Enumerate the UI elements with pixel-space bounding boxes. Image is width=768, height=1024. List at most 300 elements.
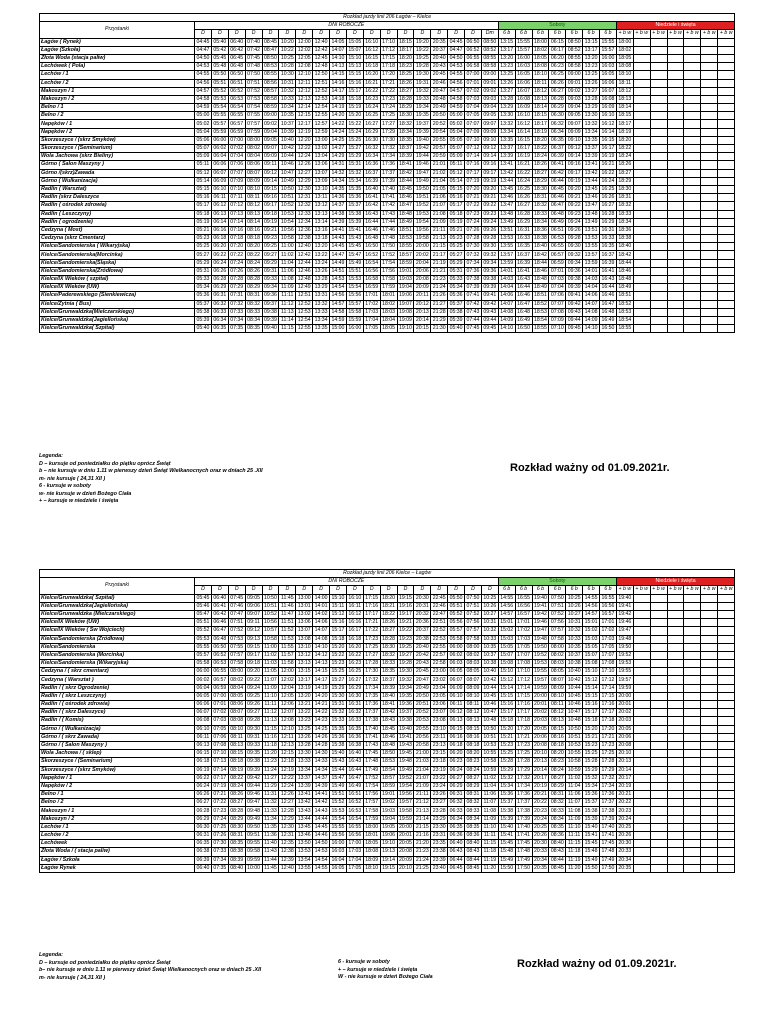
departure-time: 14:37 (331, 202, 345, 209)
departure-time: 20:37 (432, 46, 446, 53)
departure-time: 15:16 (500, 701, 514, 708)
stop-name: Kielce/Sandomierska (Morcinka) (40, 651, 195, 659)
departure-time: 18:29 (533, 177, 547, 184)
departure-time: 20:02 (415, 251, 429, 258)
departure-time: 05:27 (196, 251, 210, 258)
departure-time: 20:17 (533, 774, 547, 781)
departure-time (667, 668, 684, 676)
departure-time: 10:33 (567, 635, 581, 642)
departure-time: 18:40 (533, 243, 547, 250)
timetable-row (40, 71, 735, 79)
departure-time: 20:30 (415, 594, 429, 601)
departure-time: 08:05 (466, 668, 480, 675)
departure-time: 15:53 (331, 807, 345, 814)
departure-time: 10:49 (280, 177, 294, 184)
departure-time: 04:45 (449, 38, 463, 45)
departure-time: 20:53 (415, 717, 429, 724)
departure-time: 15:45 (348, 243, 362, 250)
departure-time: 15:37 (584, 799, 598, 806)
departure-time (701, 112, 718, 120)
departure-time: 18:30 (618, 186, 632, 193)
departure-time: 11:45 (262, 864, 279, 872)
departure-time: 18:25 (398, 71, 412, 78)
departure-time: 15:29 (348, 153, 362, 160)
departure-time: 14:56 (331, 292, 345, 299)
departure-time: 13:43 (297, 807, 311, 814)
departure-time: 07:12 (230, 202, 244, 209)
departure-time: 05:16 (196, 194, 210, 201)
weekday-code: D (195, 30, 212, 38)
departure-time: 05:46 (196, 602, 210, 609)
departure-time: 16:50 (517, 325, 531, 332)
departure-time: 11:00 (279, 243, 296, 251)
departure-time: 09:09 (483, 128, 497, 135)
departure-time: 06:47 (213, 627, 227, 634)
departure-time: 16:23 (365, 95, 379, 102)
departure-time: 15:32 (348, 169, 362, 176)
departure-time (701, 194, 718, 202)
departure-time: 09:41 (567, 292, 581, 299)
departure-time: 19:56 (398, 791, 412, 798)
departure-time: 09:38 (483, 276, 497, 283)
departure-time: 08:35 (550, 823, 564, 830)
departure-time: 06:05 (196, 692, 210, 699)
departure-time: 16:43 (348, 758, 362, 765)
departure-time: 08:29 (550, 782, 564, 789)
departure-time: 08:56 (263, 79, 277, 86)
departure-time: 17:50 (601, 864, 615, 871)
departure-time: 17:40 (517, 823, 531, 830)
stop-name: Łagów Rynek (40, 864, 195, 872)
departure-time: 20:25 (618, 823, 632, 830)
departure-time (667, 709, 684, 717)
departure-time: 15:14 (584, 684, 598, 691)
departure-time: 13:55 (500, 243, 514, 250)
departure-time (684, 145, 701, 153)
departure-time: 09:20 (247, 668, 261, 675)
departure-time: 16:27 (348, 676, 362, 683)
departure-time (718, 104, 735, 112)
departure-time (684, 766, 701, 774)
departure-time (684, 594, 701, 602)
departure-time: 20:13 (533, 758, 547, 765)
timetable-row (40, 725, 735, 733)
departure-time: 15:50 (500, 864, 514, 871)
departure-time: 15:18 (348, 95, 362, 102)
departure-time: 16:35 (517, 243, 531, 250)
departure-time: 17:21 (601, 733, 615, 740)
departure-time: 07:48 (247, 63, 261, 70)
departure-time: 11:11 (481, 832, 498, 840)
departure-time: 10:32 (483, 627, 497, 634)
departure-time: 17:29 (601, 766, 615, 773)
departure-time: 06:26 (196, 791, 210, 798)
departure-time (667, 660, 684, 668)
departure-time: 12:22 (297, 145, 311, 152)
timetable-row (40, 717, 735, 725)
departure-time: 18:05 (382, 325, 396, 332)
departure-time (684, 308, 701, 316)
departure-time: 23:35 (432, 840, 446, 847)
departure-time (667, 651, 684, 659)
departure-time (684, 292, 701, 300)
departure-time: 06:15 (196, 750, 210, 757)
departure-time: 17:41 (382, 194, 396, 201)
departure-time: 19:47 (618, 627, 632, 634)
departure-time (718, 791, 735, 799)
departure-time: 15:37 (348, 202, 362, 209)
departure-time: 07:21 (213, 791, 227, 798)
weekday-code: D (380, 30, 397, 38)
departure-time: 16:03 (601, 63, 615, 70)
departure-time (650, 791, 667, 799)
departure-time (650, 79, 667, 87)
departure-time: 06:48 (550, 210, 564, 217)
departure-time: 13:06 (297, 619, 311, 626)
saturday-header: Soboty (498, 578, 616, 586)
departure-time: 16:22 (365, 87, 379, 94)
departure-time: 05:14 (196, 177, 210, 184)
departure-time: 09:38 (263, 308, 277, 315)
departure-time: 05:57 (213, 120, 227, 127)
departure-time: 18:44 (398, 177, 412, 184)
departure-time: 21:06 (432, 194, 446, 201)
departure-time: 23:40 (432, 864, 446, 871)
departure-time: 06:30 (196, 823, 210, 830)
departure-time (650, 161, 667, 169)
departure-time (667, 177, 684, 185)
departure-time (667, 823, 684, 831)
departure-time: 17:01 (365, 292, 379, 299)
departure-time: 09:28 (247, 717, 261, 724)
departure-time (718, 210, 735, 218)
departure-time: 20:50 (432, 112, 446, 119)
departure-time (667, 692, 684, 700)
departure-time: 09:24 (483, 218, 497, 225)
departure-time: 19:40 (415, 136, 429, 143)
departure-time: 07:33 (230, 308, 244, 315)
legend-line: w- nie kursuje w dzień Bożego Ciała (39, 490, 132, 497)
departure-time: 06:31 (196, 832, 210, 839)
departure-time: 18:27 (382, 627, 396, 634)
legend-line: b– nie kursuje w dniu 1.11 w pierwszy dzień Świąt Wielkanocnych oraz w dniach 25 .XII (39, 967, 262, 973)
departure-time (650, 815, 667, 823)
departure-time: 19:50 (415, 186, 429, 193)
departure-time: 16:08 (517, 95, 531, 102)
weekday-code: D (211, 30, 228, 38)
stop-name: Kielce/Grunwaldzka(Jagiellońska) (40, 316, 195, 324)
departure-time (633, 864, 650, 872)
departure-time: 16:49 (601, 317, 615, 324)
departure-time: 06:20 (550, 55, 564, 62)
departure-time: 08:20 (247, 243, 261, 250)
departure-time: 13:00 (297, 594, 311, 601)
departure-time (684, 104, 701, 112)
departure-time: 13:51 (584, 226, 598, 233)
departure-time (684, 807, 701, 815)
departure-time: 19:21 (398, 619, 412, 626)
departure-time: 18:24 (618, 153, 632, 160)
departure-time: 19:32 (398, 676, 412, 683)
departure-time: 17:49 (601, 856, 615, 863)
departure-time (667, 112, 684, 120)
departure-time: 17:42 (382, 202, 396, 209)
departure-time (684, 668, 701, 676)
weekday-code: D (228, 586, 245, 594)
departure-time: 08:03 (466, 660, 480, 667)
departure-time (718, 668, 735, 676)
departure-time: 15:43 (331, 758, 345, 765)
departure-time (650, 38, 667, 46)
departure-time: 18:09 (365, 856, 379, 863)
departure-time: 09:23 (263, 235, 277, 242)
departure-time: 17:14 (517, 684, 531, 691)
departure-time (718, 218, 735, 226)
departure-time: 13:42 (500, 169, 514, 176)
departure-time: 09:16 (567, 161, 581, 168)
departure-time: 06:00 (449, 643, 463, 650)
departure-time: 16:47 (517, 300, 531, 307)
stop-name: Wola Jachowa / ( sklep) (40, 750, 195, 758)
departure-time: 17:37 (365, 709, 379, 716)
departure-time: 17:36 (517, 791, 531, 798)
departure-time (633, 717, 650, 725)
departure-time: 05:50 (449, 594, 463, 601)
departure-time: 06:15 (449, 725, 463, 732)
departure-time (667, 758, 684, 766)
departure-time: 17:38 (365, 717, 379, 724)
departure-time: 13:41 (584, 161, 598, 168)
departure-time: 17:49 (365, 766, 379, 773)
stop-name: Makoszyn / 2 (40, 815, 195, 823)
departure-time: 15:15 (348, 71, 362, 78)
departure-time: 17:22 (365, 627, 379, 634)
departure-time: 15:05 (500, 643, 514, 650)
departure-time: 11:20 (566, 864, 583, 872)
departure-time: 05:52 (213, 87, 227, 94)
departure-time (667, 717, 684, 725)
departure-time: 16:32 (365, 145, 379, 152)
departure-time (684, 112, 701, 120)
departure-time: 19:39 (415, 128, 429, 135)
departure-time (650, 120, 667, 128)
departure-time: 14:55 (314, 864, 328, 871)
departure-time (633, 791, 650, 799)
departure-time: 14:27 (331, 145, 345, 152)
departure-time: 18:22 (533, 145, 547, 152)
departure-time: 08:22 (247, 251, 261, 258)
departure-time: 18:35 (398, 136, 412, 143)
departure-time: 09:19 (263, 218, 277, 225)
departure-time: 08:29 (230, 815, 244, 822)
departure-time (684, 701, 701, 709)
departure-time: 16:26 (601, 194, 615, 201)
departure-time: 14:07 (584, 300, 598, 307)
departure-time: 15:41 (500, 832, 514, 839)
departure-time: 15:02 (500, 627, 514, 634)
departure-time: 09:42 (247, 774, 261, 781)
departure-time: 07:24 (213, 815, 227, 822)
departure-time (633, 856, 650, 864)
departure-time (633, 807, 650, 815)
departure-time: 09:43 (567, 308, 581, 315)
departure-time: 11:12 (262, 709, 279, 717)
departure-time: 11:12 (279, 300, 296, 308)
departure-time: 11:24 (262, 766, 279, 774)
departure-time: 10:42 (567, 676, 581, 683)
departure-time: 17:52 (382, 251, 396, 258)
departure-time: 21:27 (432, 300, 446, 307)
departure-time: 18:54 (382, 766, 396, 773)
departure-time: 13:35 (314, 325, 328, 332)
departure-time: 14:20 (314, 692, 328, 699)
departure-time (633, 161, 650, 169)
departure-time: 06:29 (550, 104, 564, 111)
departure-time (684, 864, 701, 872)
departure-time: 15:12 (584, 676, 598, 683)
departure-time: 18:26 (398, 79, 412, 86)
departure-time: 08:23 (550, 758, 564, 765)
departure-time: 11:09 (262, 684, 279, 692)
departure-time: 20:15 (415, 325, 429, 332)
saturday-code: 6 b (498, 586, 515, 594)
departure-time: 13:28 (314, 276, 328, 283)
departure-time: 19:16 (398, 602, 412, 609)
departure-time: 20:21 (533, 791, 547, 798)
departure-time: 05:34 (196, 284, 210, 291)
departure-time (633, 733, 650, 741)
departure-time: 08:18 (550, 742, 564, 749)
departure-time: 16:05 (331, 864, 345, 871)
departure-time (650, 202, 667, 210)
departure-time: 09:19 (567, 177, 581, 184)
departure-time (718, 316, 735, 324)
departure-time (701, 651, 718, 659)
departure-time (650, 717, 667, 725)
departure-time: 19:54 (415, 218, 429, 225)
departure-time: 18:26 (382, 619, 396, 626)
departure-time: 14:23 (314, 717, 328, 724)
departure-time: 08:15 (230, 750, 244, 757)
departure-time: 15:43 (348, 235, 362, 242)
departure-time: 18:05 (618, 55, 632, 62)
departure-time: 17:29 (517, 766, 531, 773)
weekday-code: D (211, 586, 228, 594)
departure-time: 06:26 (550, 79, 564, 86)
departure-time: 13:39 (297, 782, 311, 789)
departure-time: 13:55 (297, 864, 311, 871)
departure-time (684, 823, 701, 831)
departure-time: 16:40 (348, 750, 362, 757)
departure-time: 06:44 (550, 177, 564, 184)
departure-time: 15:20 (584, 725, 598, 732)
departure-time (667, 71, 684, 79)
departure-time: 05:59 (213, 128, 227, 135)
departure-time: 15:38 (584, 807, 598, 814)
departure-time: 16:57 (517, 611, 531, 618)
departure-time: 15:36 (500, 791, 514, 798)
departure-time: 06:47 (550, 202, 564, 209)
departure-time: 07:50 (247, 71, 261, 78)
departure-time: 10:58 (263, 635, 277, 642)
departure-time: 06:55 (230, 112, 244, 119)
departure-time: 16:33 (348, 717, 362, 724)
departure-time (650, 292, 667, 300)
departure-time: 11:06 (481, 791, 498, 799)
departure-time: 16:43 (601, 276, 615, 283)
sunday-code: + b w (650, 586, 667, 594)
departure-time: 15:32 (584, 774, 598, 781)
departure-time (633, 267, 650, 275)
departure-time: 14:04 (500, 284, 514, 291)
departure-time: 12:15 (297, 112, 311, 119)
departure-time (684, 38, 701, 46)
departure-time: 23:00 (432, 668, 446, 675)
departure-time: 15:10 (348, 55, 362, 62)
departure-time: 13:26 (297, 733, 311, 740)
departure-time (684, 627, 701, 635)
departure-time: 07:40 (247, 38, 261, 45)
timetable-row (40, 832, 735, 840)
departure-time: 16:47 (348, 774, 362, 781)
departure-time: 07:03 (466, 95, 480, 102)
departure-time: 12:13 (297, 95, 311, 102)
departure-time (667, 46, 684, 54)
departure-time (633, 676, 650, 684)
departure-time (701, 54, 718, 62)
departure-time: 06:10 (213, 186, 227, 193)
departure-time: 18:02 (618, 46, 632, 53)
departure-time: 11:57 (279, 651, 296, 659)
departure-time: 09:07 (483, 120, 497, 127)
departure-time: 16:31 (601, 226, 615, 233)
departure-time (718, 284, 735, 292)
departure-time: 22:55 (432, 643, 446, 650)
departure-time: 07:19 (466, 177, 480, 184)
departure-time: 08:18 (230, 758, 244, 765)
departure-time: 17:46 (382, 226, 396, 233)
sunday-code: + b w (650, 30, 667, 38)
departure-time: 15:56 (331, 832, 345, 839)
departure-time: 20:30 (618, 840, 632, 847)
saturday-code: 6 b (532, 586, 549, 594)
departure-time: 07:04 (550, 284, 564, 291)
departure-time (633, 145, 650, 153)
departure-time (684, 79, 701, 87)
departure-time: 07:02 (230, 145, 244, 152)
departure-time (684, 635, 701, 643)
timetable-row (40, 54, 735, 62)
departure-time: 19:15 (398, 594, 412, 601)
departure-time: 13:42 (584, 169, 598, 176)
departure-time: 07:17 (213, 774, 227, 781)
departure-time: 17:34 (517, 782, 531, 789)
departure-time: 17:35 (365, 692, 379, 699)
departure-time: 06:16 (213, 226, 227, 233)
departure-time: 20:35 (618, 864, 632, 871)
departure-time: 16:20 (348, 643, 362, 650)
departure-time (701, 709, 718, 717)
departure-time (701, 701, 718, 709)
timetable-row (40, 259, 735, 267)
departure-time (667, 741, 684, 749)
departure-time: 09:09 (263, 153, 277, 160)
departure-time: 07:46 (230, 602, 244, 609)
weekday-code: D (195, 586, 212, 594)
departure-time: 18:27 (398, 87, 412, 94)
departure-time: 05:29 (196, 259, 210, 266)
departure-time (650, 668, 667, 676)
